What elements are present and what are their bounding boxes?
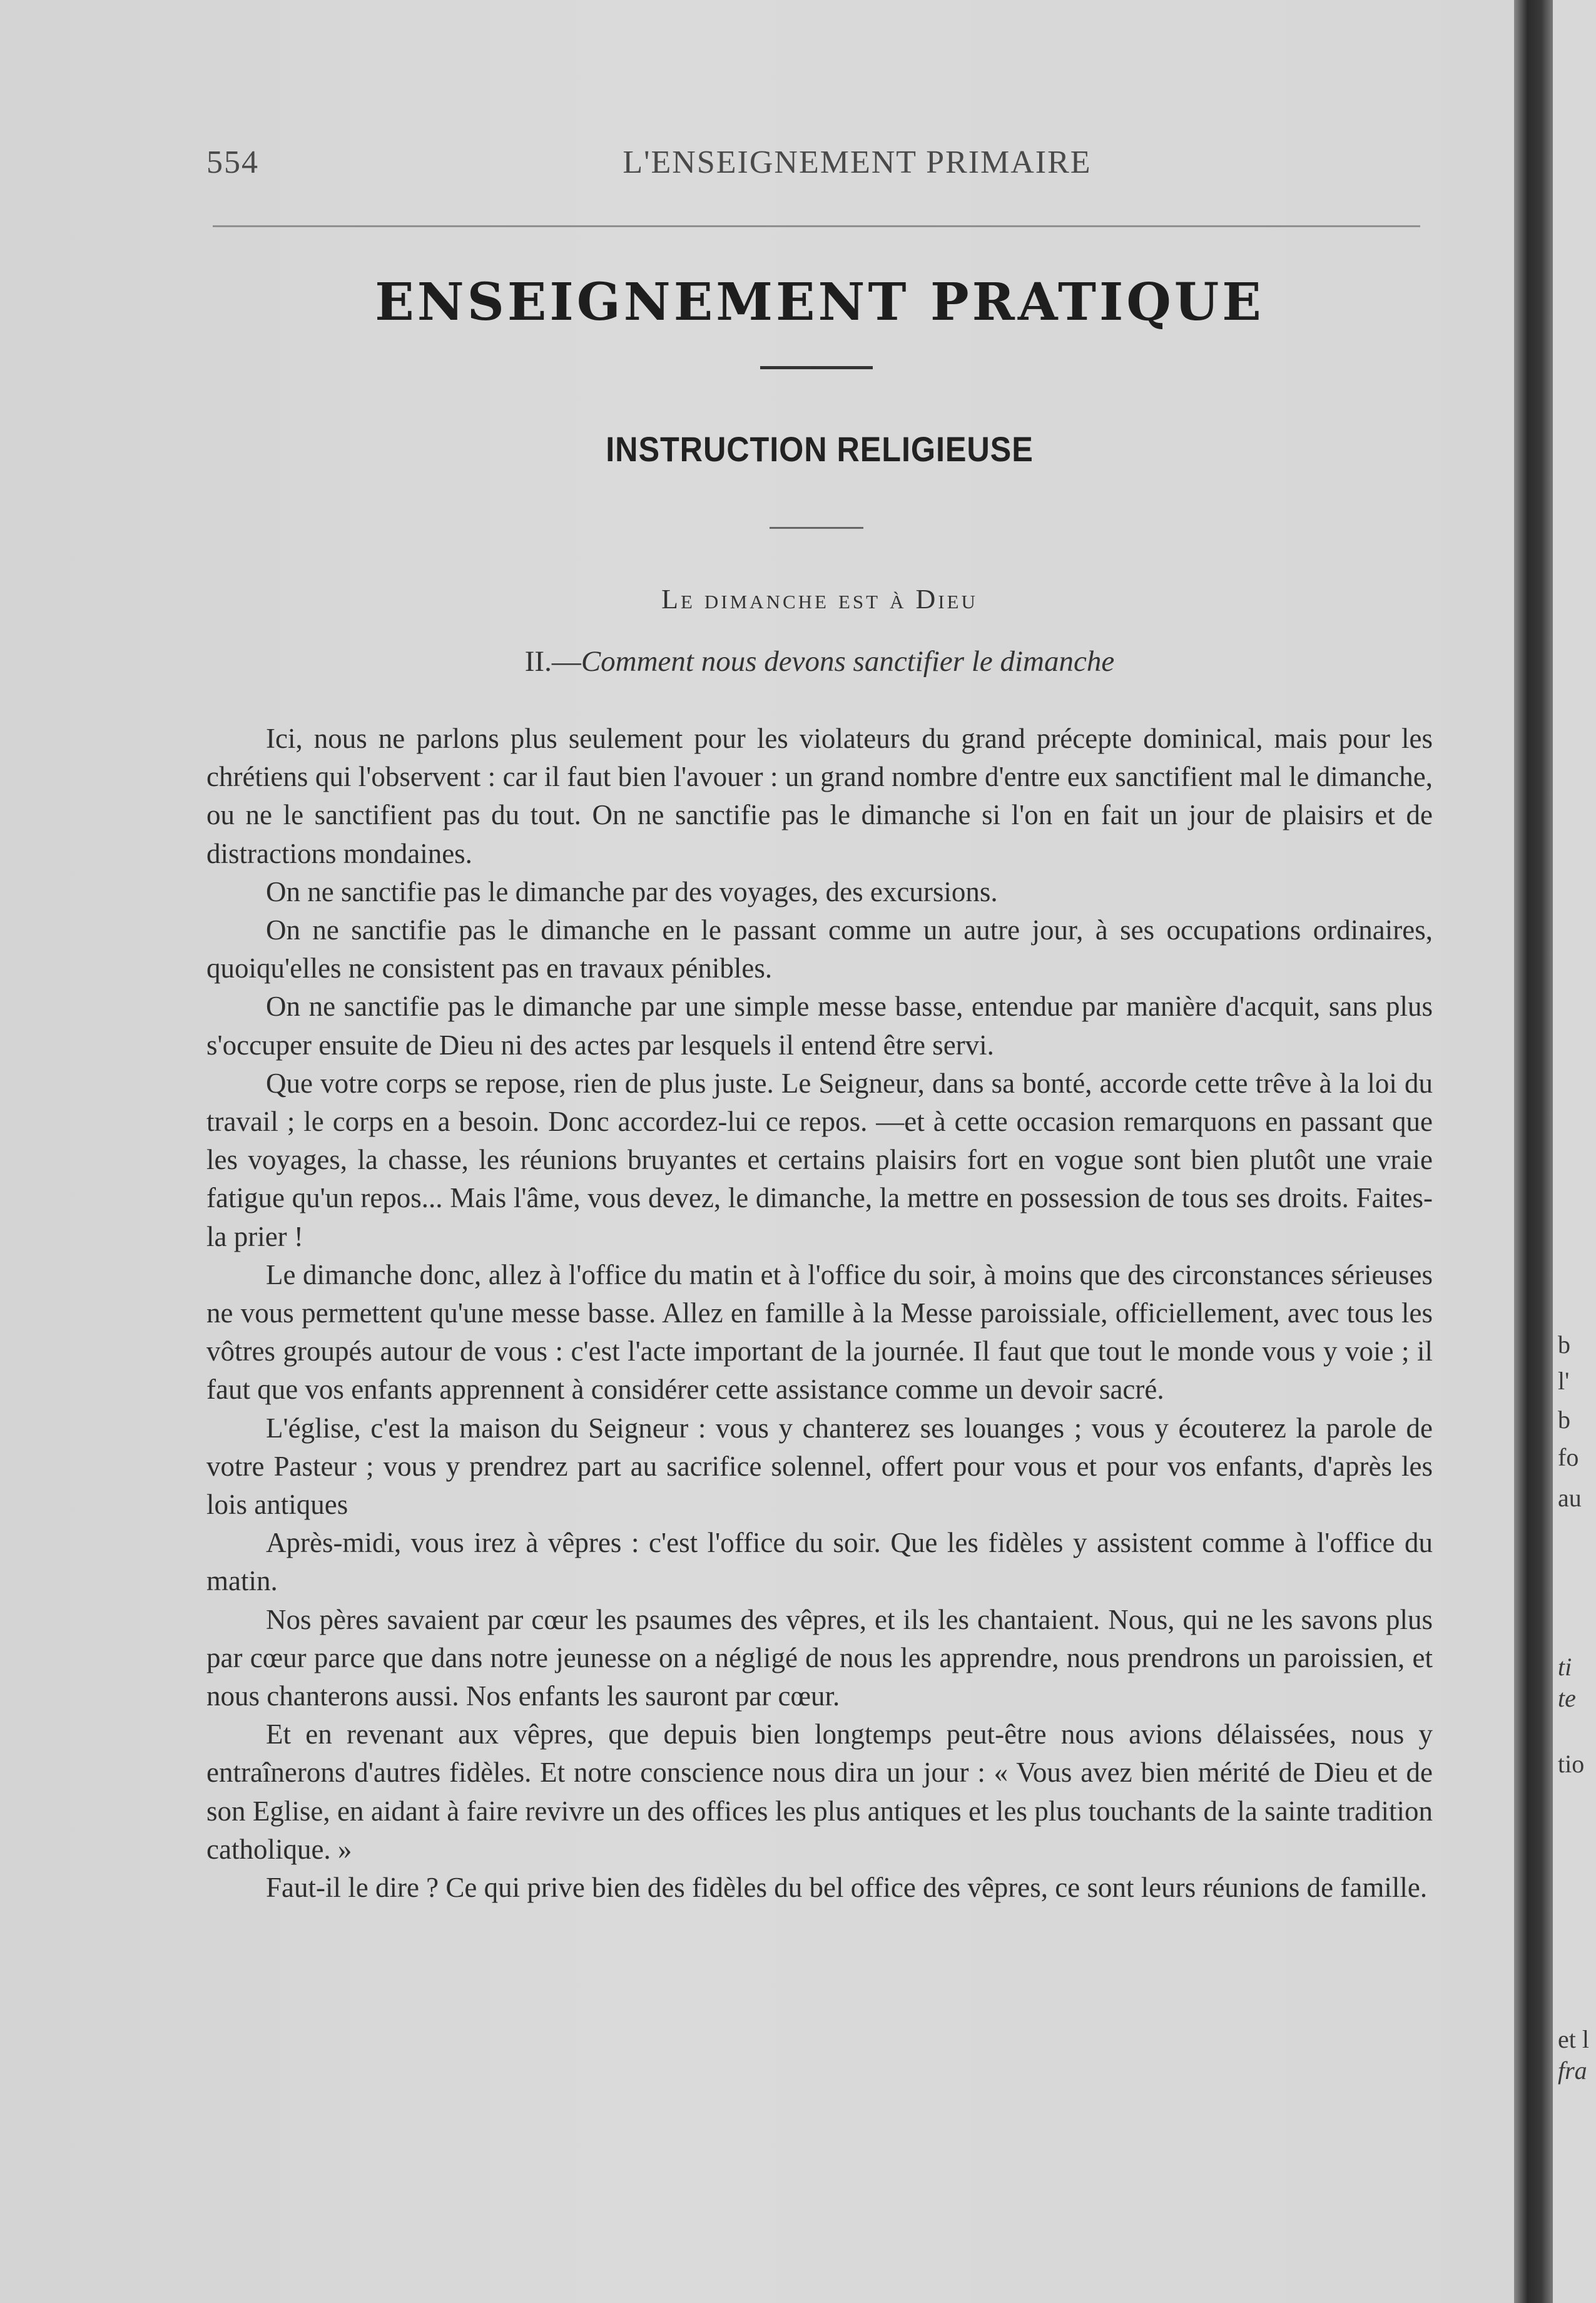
paragraph: Que votre corps se repose, rien de plus juste. Le Seigneur, dans sa bonté, accorde cette trêve à la loi du travail ; le corps en a besoin. Donc accordez-lui ce repos. —et à cette occasion remarquons en passant que les voyages, la chasse, les réunions bruyantes et certains plaisirs fort en vogue sont bien plutôt une vraie fatigue qu'un repos... Mais l'âme, vous devez, le dimanche, la mettre en possession de tous ses droits. Faites-la prier !: [206, 1067, 1433, 1252]
paragraph: Faut-il le dire ? Ce qui prive bien des fidèles du bel office des vêpres, ce sont leurs réunions de famille.: [266, 1872, 1428, 1904]
paragraph: Nos pères savaient par cœur les psaumes des vêpres, et ils les chantaient. Nous, qui ne les savons plus par cœur parce que dans notre jeunesse on a négligé de nous les apprendre, nous prendrons un paroissien, et nous chanterons aussi. Nos enfants les sauront par cœur.: [206, 1603, 1433, 1712]
book-gutter-shadow: [1514, 0, 1553, 2303]
part-heading: [206, 645, 1433, 678]
paragraph: On ne sanctifie pas le dimanche en le passant comme un autre jour, à ses occupations ordinaires, quoiqu'elles ne consistent pas en travaux pénibles.: [206, 914, 1433, 984]
running-head-title: L'ENSEIGNEMENT PRIMAIRE: [623, 145, 1092, 180]
facing-page-fragment: ti: [1558, 1653, 1572, 1681]
book-page: [206, 131, 1433, 2172]
section-title: ENSEIGNEMENT PRATIQUE: [375, 272, 1264, 332]
running-head: [206, 131, 1433, 181]
paragraph: On ne sanctifie pas le dimanche par une simple messe basse, entendue par manière d'acquit, sans plus s'occuper ensuite de Dieu ni des actes par lesquels il entend être servi.: [206, 991, 1433, 1061]
facing-page-fragment: fo: [1558, 1443, 1579, 1471]
part-numeral: II.—: [524, 645, 581, 678]
facing-page-edge: [1553, 0, 1596, 2303]
paragraph: Et en revenant aux vêpres, que depuis bien longtemps peut-être nous avions délaissées, nous y entraînerons d'autres fidèles. Et notre conscience nous dira un jour : « Vous avez bien mérité de Dieu et de son Eglise, en aidant à faire revivre un des offices les plus antiques et les plus touchants de la sainte tradition catholique. »: [206, 1718, 1433, 1865]
paragraph: On ne sanctifie pas le dimanche par des voyages, des excursions.: [266, 876, 998, 907]
facing-page-fragment: et l: [1558, 2025, 1589, 2053]
title-divider: [760, 366, 873, 369]
facing-page-fragment: l': [1558, 1367, 1570, 1395]
paragraph: Après-midi, vous irez à vêpres : c'est l'office du soir. Que les fidèles y assistent comme à l'office du matin.: [206, 1527, 1433, 1597]
facing-page-fragment: tio: [1558, 1750, 1585, 1778]
body-text: [206, 720, 1433, 1907]
paragraph: Le dimanche donc, allez à l'office du matin et à l'office du soir, à moins que des circonstances sérieuses ne vous permettent qu'une messe basse. Allez en famille à la Messe paroissiale, officiellement, avec tous les vôtres groupés autour de vous : c'est l'acte important de la journée. Il faut que tout le monde vous y voie ; il faut que vos enfants apprennent à considérer cette assistance comme un devoir sacré.: [206, 1259, 1433, 1406]
facing-page-fragment: te: [1558, 1684, 1576, 1712]
subtitle: INSTRUCTION RELIGIEUSE: [606, 429, 1034, 469]
facing-page-fragment: b: [1558, 1406, 1570, 1434]
facing-page-fragment: fra: [1558, 2056, 1587, 2085]
page-number: 554: [206, 145, 259, 180]
article-heading: Le dimanche est à Dieu: [661, 584, 978, 615]
header-rule: [213, 225, 1420, 227]
subtitle-divider: [770, 527, 863, 529]
facing-page-fragment: au: [1558, 1484, 1582, 1512]
part-title: Comment nous devons sanctifier le dimanche: [581, 645, 1115, 678]
paragraph: Ici, nous ne parlons plus seulement pour les violateurs du grand précepte dominical, mais pour les chrétiens qui l'observent : car il faut bien l'avouer : un grand nombre d'entre eux sanctifient mal le dimanche, ou ne le sanctifient pas du tout. On ne sanctifie pas le dimanche si l'on en fait un jour de plaisirs et de distractions mondaines.: [206, 723, 1433, 869]
paragraph: L'église, c'est la maison du Seigneur : vous y chanterez ses louanges ; vous y écouterez la parole de votre Pasteur ; vous y prendrez part au sacrifice solennel, offert pour vous et pour vos enfants, d'après les lois antiques: [206, 1412, 1433, 1521]
facing-page-fragment: b: [1558, 1330, 1570, 1359]
